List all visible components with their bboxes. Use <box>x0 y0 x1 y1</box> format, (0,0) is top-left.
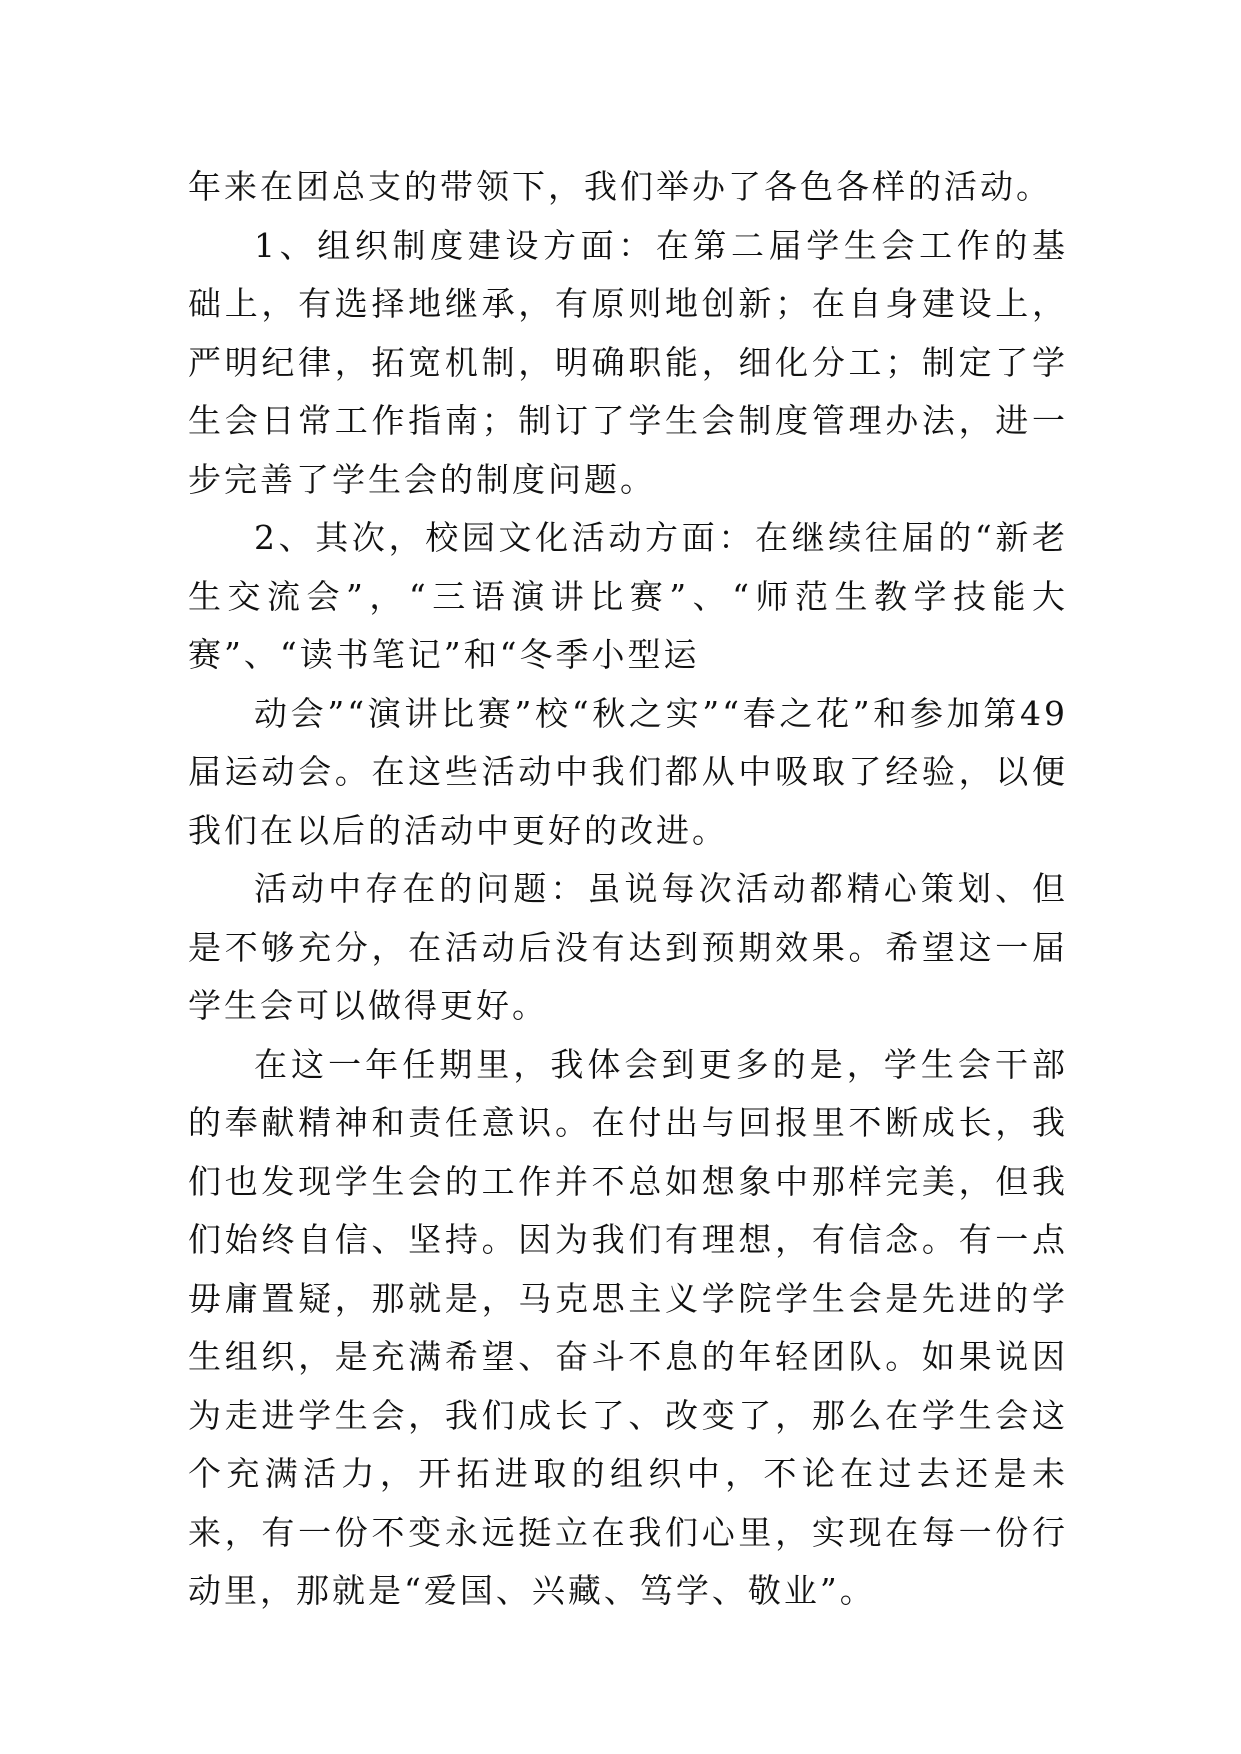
paragraph-6: 在这一年任期里，我体会到更多的是，学生会干部的奉献精神和责任意识。在付出与回报里不断成长，我们也发现学生会的工作并不总如想象中那样完美，但我们始终自信、坚持。因为我们有理想，有信念。有一点毋庸置疑，那就是，马克思主义学院学生会是先进的学生组织，是充满希望、奋斗不息的年轻团队。如果说因为走进学生会，我们成长了、改变了，那么在学生会这个充满活力，开拓进取的组织中，不论在过去还是未来，有一份不变永远挺立在我们心里，实现在每一份行动里，那就是“爱国、兴藏、笃学、敬业”。 <box>188 1044 1068 1610</box>
paragraph-2: 1、组织制度建设方面：在第二届学生会工作的基础上，有选择地继承，有原则地创新；在自身建设上，严明纪律，拓宽机制，明确职能，细化分工；制定了学生会日常工作指南；制订了学生会制度管理办法，进一步完善了学生会的制度问题。 <box>188 225 1068 499</box>
document-body <box>188 158 1068 1621</box>
paragraph-3: 2、其次，校园文化活动方面：在继续往届的“新老生交流会”，“三语演讲比赛”、“师范生教学技能大赛”、“读书笔记”和“冬季小型运 <box>188 518 1068 674</box>
paragraph-5: 活动中存在的问题：虽说每次活动都精心策划、但是不够充分，在活动后没有达到预期效果。希望这一届学生会可以做得更好。 <box>188 869 1068 1025</box>
paragraph-1: 年来在团总支的带领下，我们举办了各色各样的活动。 <box>188 167 1052 206</box>
paragraph-4: 动会”“演讲比赛”校“秋之实”“春之花”和参加第49届运动会。在这些活动中我们都从中吸取了经验，以便我们在以后的活动中更好的改进。 <box>188 693 1068 850</box>
